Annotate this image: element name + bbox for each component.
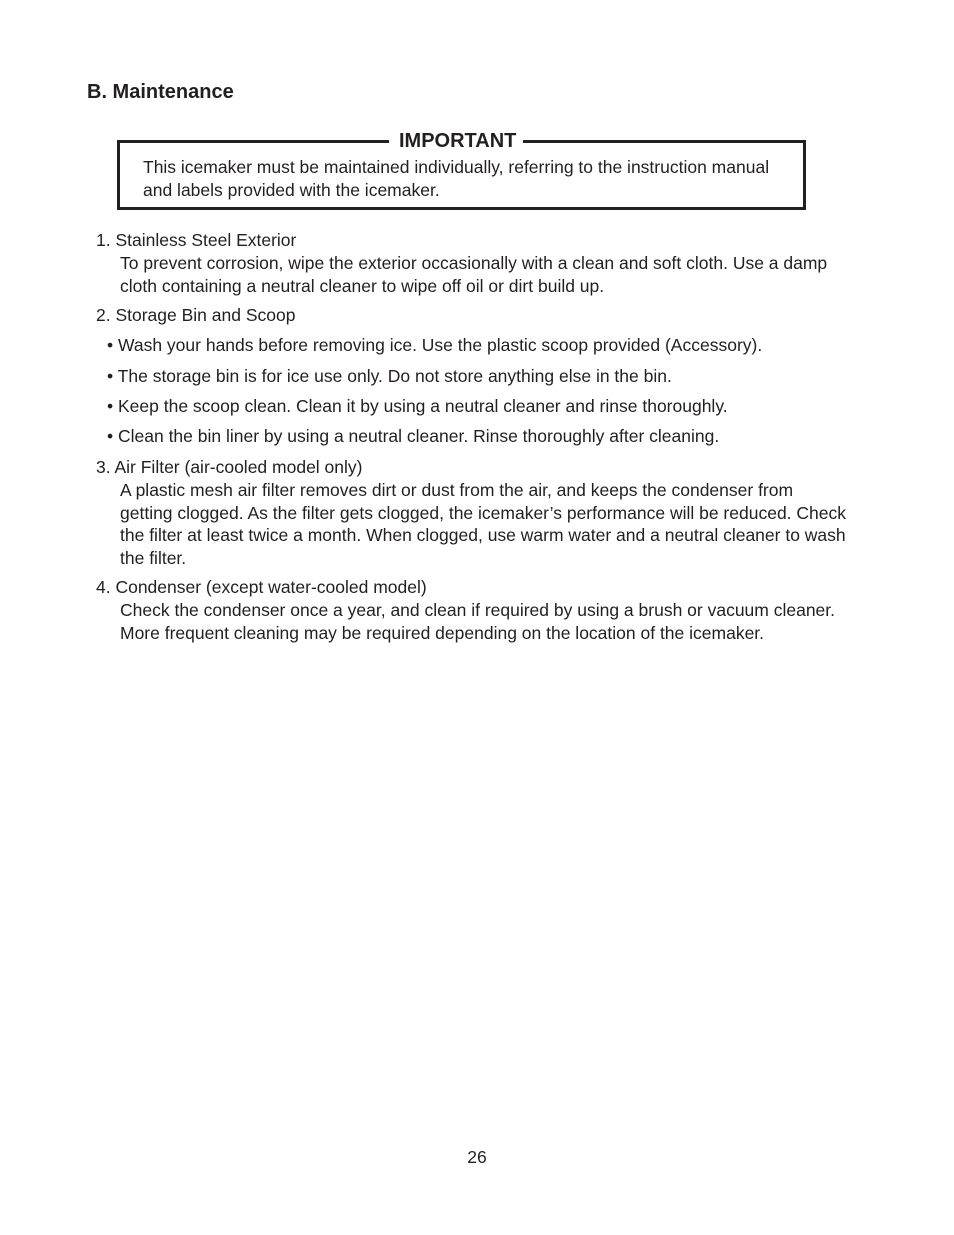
item-description-air-filter: A plastic mesh air filter removes dirt or dust from the air, and keeps the condenser from getting clogged. As the filter gets clogged, the icemaker’s performance will be reduced. Check the filter at least twice a month. When clogged, use warm water and a neutral cleaner to wash the filter. (120, 480, 847, 568)
bullet-ice-use-only: • The storage bin is for ice use only. Do not store anything else in the bin. (107, 366, 672, 386)
item-description-stainless-steel-exterior: To prevent corrosion, wipe the exterior occasionally with a clean and soft cloth. Use a damp cloth containing a neutral cleaner to wipe off oil or dirt build up. (120, 253, 828, 296)
item-heading-condenser: 4. Condenser (except water-cooled model) (96, 577, 427, 597)
item-heading-air-filter: 3. Air Filter (air-cooled model only) (96, 457, 363, 477)
important-label: IMPORTANT (389, 129, 523, 153)
important-text: This icemaker must be maintained individually, referring to the instruction manual and labels provided with the icemaker. (143, 157, 770, 200)
item-description-condenser: Check the condenser once a year, and clean if required by using a brush or vacuum cleaner. More frequent cleaning may be required depending on the location of the icemaker. (120, 600, 836, 643)
item-heading-stainless-steel-exterior: 1. Stainless Steel Exterior (96, 230, 297, 250)
bullet-clean-bin-liner: • Clean the bin liner by using a neutral cleaner. Rinse thoroughly after cleaning. (107, 426, 720, 446)
section-title: B. Maintenance (87, 81, 234, 103)
item-heading-storage-bin-and-scoop: 2. Storage Bin and Scoop (96, 305, 296, 325)
important-notice-box (117, 130, 806, 210)
bullet-wash-hands: • Wash your hands before removing ice. Use the plastic scoop provided (Accessory). (107, 335, 763, 355)
page-number: 26 (467, 1147, 487, 1167)
bullet-keep-scoop-clean: • Keep the scoop clean. Clean it by using a neutral cleaner and rinse thoroughly. (107, 396, 728, 416)
